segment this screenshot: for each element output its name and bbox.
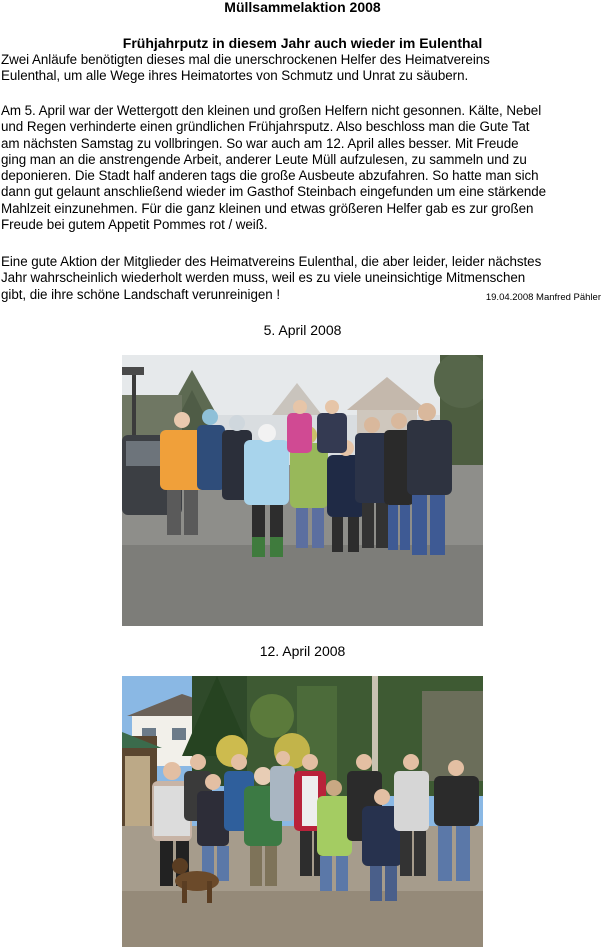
group-photo-sunny-day [122,676,483,947]
article-subtitle: Frühjahrputz in diesem Jahr auch wieder im Eulenthal [122,35,483,51]
photo-caption-first: 5. April 2008 [263,322,342,338]
group-photo-rainy-day [122,355,483,626]
article-signature: 19.04.2008 Manfred Pähler [485,292,601,303]
article-paragraph-intro: Zwei Anläufe benötigten dieses mal die unerschrockenen Helfer des Heimatvereins Eulenthal, um alle Wege ihres Heimatortes von Schmutz und Unrat zu säubern. [1,52,490,84]
photo-caption-second: 12. April 2008 [259,643,346,659]
article-paragraph-report: Am 5. April war der Wettergott den kleinen und großen Helfern nicht gesonnen. Kälte, Nebel und Regen verhinderte einen gründlichen Frühjahrsputz. Also beschloss man die Gute Tat am nächsten Samstag zu vollbringen. So war auch am 12. April alles besser. Mit Freude ging man an die anstrengende Arbeit, anderer Leute Müll aufzulesen, zu sammeln und zu deponieren. Die Stadt half anderen tags die große Ausbeute abzufahren. So hatte man sich dann gut gelaunt anschließend wieder im Gasthof Steinbach eingefunden um eine stärkende Mahlzeit einzunehmen. Für die ganz kleinen und etwas größeren Helfer gab es zur großen Freude bei gutem Appetit Pommes rot / weiß. [1,103,547,233]
page-title: Müllsammelaktion 2008 [224,0,381,15]
article-paragraph-closing: Eine gute Aktion der Mitglieder des Heimatvereins Eulenthal, die aber leider, leider nächstes Jahr wahrscheinlich wiederholt werden muss, weil es zu viele uneinsichtige Mitmenschen gibt, die ihre schöne Landschaft verunreinigen ! [1,254,542,302]
